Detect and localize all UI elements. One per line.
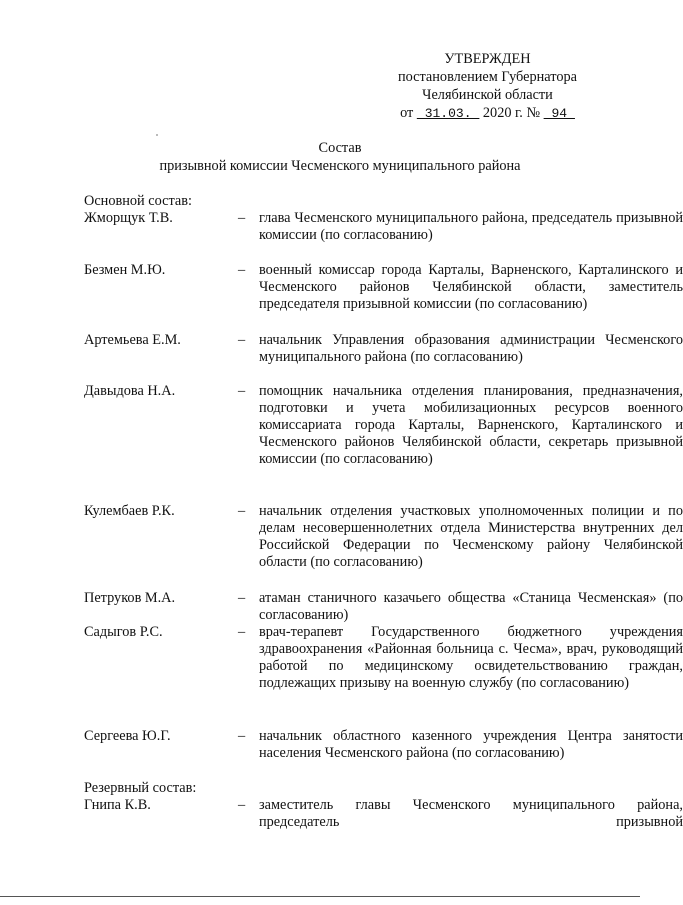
member-name: Давыдова Н.А. <box>84 383 176 399</box>
member-role: начальник областного казенного учреждения Центра занятости населения Чесменского района (по согласованию) <box>259 728 683 761</box>
dash: – <box>238 624 246 640</box>
document-title <box>80 139 600 175</box>
date-value: _31.03._ <box>416 106 480 121</box>
member-role: глава Чесменского муниципального района, председатель призывной комиссии (по согласованию) <box>259 210 683 243</box>
date-prefix: от <box>400 105 414 121</box>
member-name: Петруков М.А. <box>84 590 176 606</box>
dash: – <box>238 332 246 348</box>
approval-block <box>380 50 595 123</box>
member-role: атаман станичного казачьего общества «Станица Чесменская» (по согласованию) <box>259 590 683 623</box>
dash: – <box>238 797 246 813</box>
member-role: заместитель главы Чесменского муниципального района, председатель призывной <box>259 797 683 830</box>
dash: – <box>238 383 246 399</box>
member-name: Садыгов Р.С. <box>84 624 163 640</box>
approval-date-line <box>380 104 595 123</box>
approval-line-region: Челябинской области <box>422 87 553 103</box>
approval-line-decree: постановлением Губернатора <box>398 69 577 85</box>
dash: – <box>238 503 246 519</box>
member-role: начальник Управления образования администрации Чесменского муниципального района (по согласованию) <box>259 332 683 365</box>
member-name: Гнипа К.В. <box>84 797 151 813</box>
dash: – <box>238 728 246 744</box>
main-composition-label: Основной состав: <box>84 193 192 209</box>
decree-number: _94_ <box>543 106 575 121</box>
member-name: Артемьева Е.М. <box>84 332 181 348</box>
member-role: помощник начальника отделения планирования, предназначения, подготовки и учета мобилизационных ресурсов военного комиссариата города Карталы, Варненского, Карталинского и Чесменского районов Челябинской области, секретарь призывной комиссии (по согласованию) <box>259 383 683 467</box>
approval-heading: УТВЕРЖДЕН <box>444 51 531 67</box>
date-suffix: 2020 г. № <box>482 105 541 121</box>
scan-dot <box>156 134 158 136</box>
title-line-1: Состав <box>318 140 362 156</box>
dash: – <box>238 210 246 226</box>
dash: – <box>238 590 246 606</box>
reserve-composition-label: Резервный состав: <box>84 780 197 796</box>
member-role: военный комиссар города Карталы, Варненского, Карталинского и Чесменского районов Челябинской области, заместитель председателя призывной комиссии (по согласованию) <box>259 262 683 312</box>
member-name: Безмен М.Ю. <box>84 262 166 278</box>
title-line-2: призывной комиссии Чесменского муниципального района <box>159 158 521 174</box>
member-name: Жморщук Т.В. <box>84 210 173 226</box>
member-name: Кулембаев Р.К. <box>84 503 175 519</box>
member-role: начальник отделения участковых уполномоченных полиции и по делам несовершеннолетних отдела Министерства внутренних дел Российской Федерации по Чесменскому району Челябинской области (по согласованию) <box>259 503 683 570</box>
page-edge-line <box>0 896 640 897</box>
dash: – <box>238 262 246 278</box>
member-role: врач-терапевт Государственного бюджетного учреждения здравоохранения «Районная больница с. Чесма», врач, руководящий работой по медицинскому освидетельствованию граждан, подлежащих призыву на военную службу (по согласованию) <box>259 624 683 691</box>
member-name: Сергеева Ю.Г. <box>84 728 171 744</box>
